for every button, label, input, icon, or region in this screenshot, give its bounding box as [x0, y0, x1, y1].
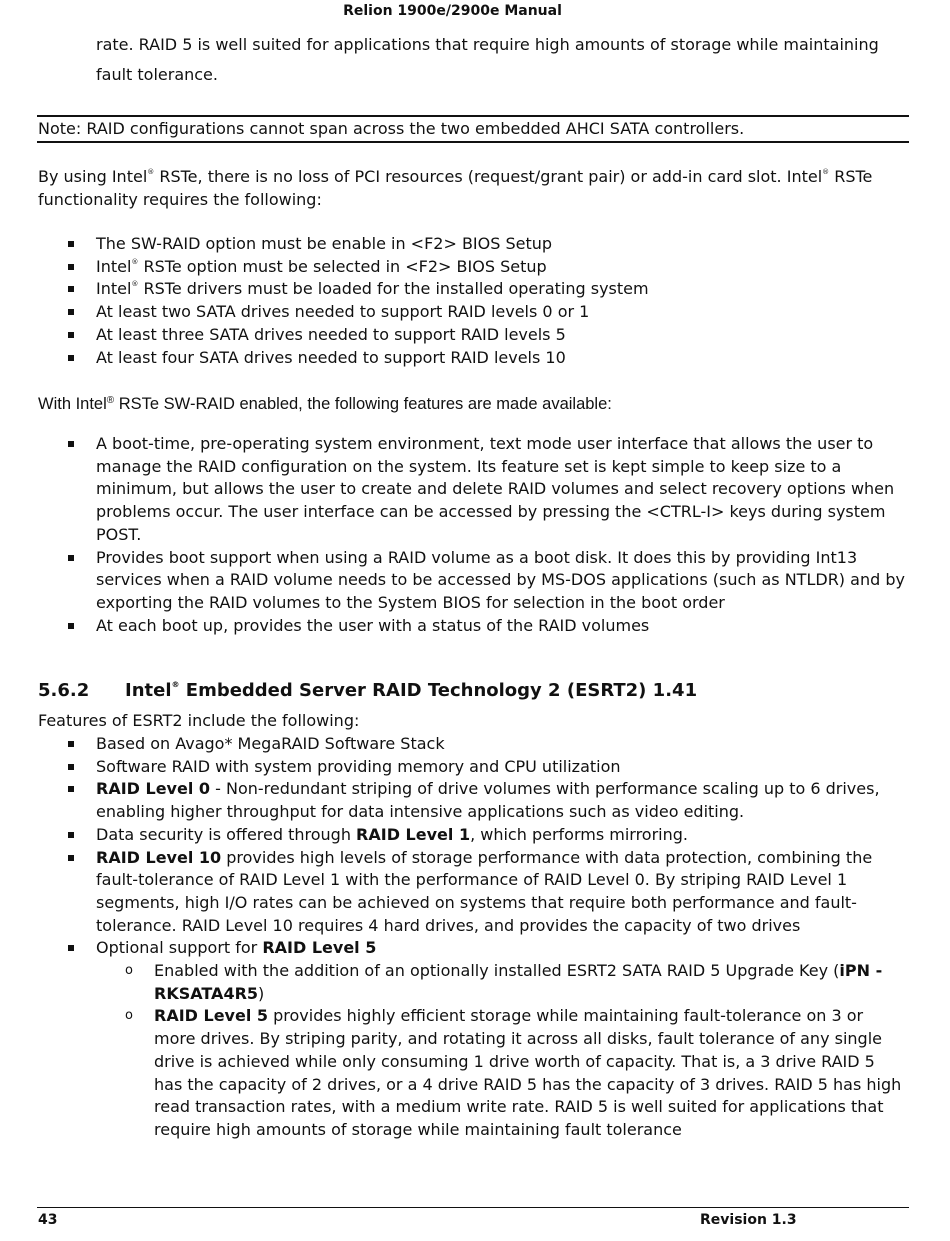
list-item: At least three SATA drives needed to support RAID levels 5 — [38, 324, 908, 347]
rste-intro-text: RSTe, there is no loss of PCI resources (request/grant pair) or add-in card slot. Intel — [154, 167, 823, 186]
rste-intro-text: By using Intel — [38, 167, 148, 186]
list-item: At each boot up, provides the user with a status of the RAID volumes — [38, 615, 908, 638]
rste-intro-paragraph — [38, 165, 908, 211]
list-item: At least four SATA drives needed to support RAID levels 10 — [38, 347, 908, 370]
list-item: A boot-time, pre-operating system environment, text mode user interface that allows the user to manage the RAID configuration on the system. Its feature set is kept simple to keep size to a minimum, but allows the user to create and delete RAID volumes and select recovery options when problems occur. The user interface can be accessed by pressing the <CTRL-I> keys during system POST. — [38, 433, 908, 547]
page-number: 43 — [38, 1212, 58, 1228]
list-item: At least two SATA drives needed to support RAID levels 0 or 1 — [38, 301, 908, 324]
continuation-text: rate. RAID 5 is well suited for applications that require high amounts of storage while maintaining fault tolerance. — [96, 35, 879, 84]
raid5-sublist — [96, 960, 908, 1142]
list-item: Based on Avago* MegaRAID Software Stack — [38, 733, 908, 756]
list-item: Software RAID with system providing memory and CPU utilization — [38, 756, 908, 779]
section-number: 5.6.2 — [38, 680, 90, 701]
sub-list-item: o Enabled with the addition of an optionally installed ESRT2 SATA RAID 5 Upgrade Key (iPN - RKSATA4R5) — [96, 960, 908, 1005]
rste-intro-text: RSTe functionality requires the following: — [38, 167, 873, 209]
registered-mark: ® — [147, 168, 155, 176]
features-intro-paragraph: With Intel® RSTe SW-RAID enabled, the following features are made available: — [38, 395, 612, 413]
list-item: RAID Level 10 provides high levels of storage performance with data protection, combining the fault-tolerance of RAID Level 1 with the performance of RAID Level 0. By striping RAID Level 1 segments, high I/O rates can be achieved on systems that require both performance and fault-tolerance. RAID Level 10 requires 4 hard drives, and provides the capacity of two drives — [38, 847, 908, 938]
list-item: RAID Level 0 - Non-redundant striping of drive volumes with performance scaling up to 6 drives, enabling higher throughput for data intensive applications such as video editing. — [38, 778, 908, 823]
sub-list-item: o RAID Level 5 provides highly efficient storage while maintaining fault-tolerance on 3 or more drives. By striping parity, and rotating it across all disks, fault tolerance of any single drive is achieved while only consuming 1 drive worth of capacity. That is, a 3 drive RAID 5 has the capacity of 2 drives, or a 4 drive RAID 5 has the capacity of 3 drives. RAID 5 has high read transaction rates, with a medium write rate. RAID 5 is well suited for applications that require high amounts of storage while maintaining fault tolerance — [96, 1005, 908, 1141]
section-heading — [38, 679, 908, 703]
revision-label: Revision 1.3 — [700, 1212, 797, 1228]
esrt-intro-paragraph: Features of ESRT2 include the following: — [38, 711, 360, 730]
list-item: Intel® RSTe option must be selected in <F2> BIOS Setup — [38, 256, 908, 279]
list-item: Optional support for RAID Level 5 o Enabled with the addition of an optionally installed ESRT2 SATA RAID 5 Upgrade Key (iPN - RKSATA4R5) o RAID Level 5 provides highly efficient storage while maintaining fault-tolerance on 3 or more drives. By striping parity, and rotating it across all disks, fault tolerance of any single drive is achieved while only consuming 1 drive worth of capacity. That is, a 3 drive RAID 5 has the capacity of 2 drives, or a 4 drive RAID 5 has the capacity of 3 drives. RAID 5 has high read transaction rates, with a medium write rate. RAID 5 is well suited for applications that require high amounts of storage while maintaining fault tolerance — [38, 937, 908, 1141]
note-box: Note: RAID configurations cannot span across the two embedded AHCI SATA controllers. — [37, 115, 909, 143]
list-item: Data security is offered through RAID Level 1, which performs mirroring. — [38, 824, 908, 847]
list-item: The SW-RAID option must be enable in <F2> BIOS Setup — [38, 233, 908, 256]
esrt-features-list — [38, 733, 908, 1142]
page-header: Relion 1900e/2900e Manual — [343, 3, 562, 19]
registered-mark: ® — [822, 168, 830, 176]
footer-divider — [37, 1207, 909, 1208]
section-title: Intel® Embedded Server RAID Technology 2 (ESRT2) 1.41 — [125, 680, 698, 701]
list-item: Provides boot support when using a RAID volume as a boot disk. It does this by providing Int13 services when a RAID volume needs to be accessed by MS-DOS applications (such as NTLDR) and by exporting the RAID volumes to the System BIOS for selection in the boot order — [38, 547, 908, 615]
rste-features-list — [38, 433, 908, 637]
list-item: Intel® RSTe drivers must be loaded for the installed operating system — [38, 278, 908, 301]
requirements-list — [38, 233, 908, 369]
